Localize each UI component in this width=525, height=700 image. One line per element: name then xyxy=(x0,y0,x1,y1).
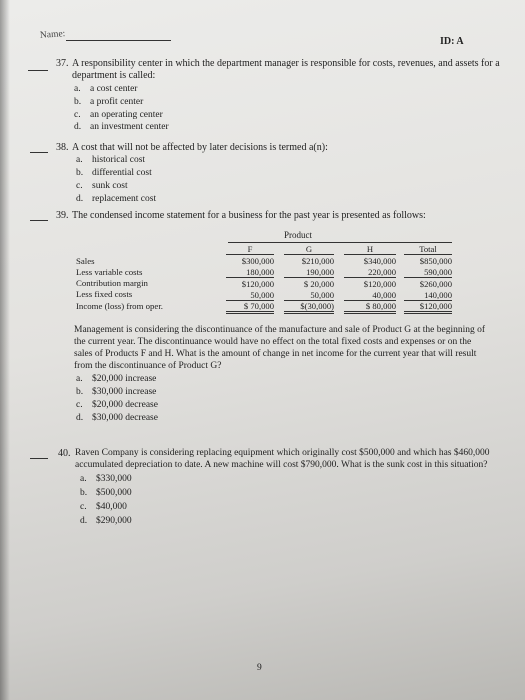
cell: $300,000 xyxy=(241,256,274,266)
q38-option-letter: b. xyxy=(76,168,84,178)
q39-number: 39. xyxy=(56,210,69,221)
cell: $ 70,000 xyxy=(226,301,274,314)
row-label-fixed-costs: Less fixed costs xyxy=(76,289,133,299)
q40-option-text: $500,000 xyxy=(96,488,132,498)
name-label: Name: xyxy=(39,29,66,41)
row-label-contribution-margin: Contribution margin xyxy=(76,278,148,288)
cell: 50,000 xyxy=(284,290,334,301)
row-label-income: Income (loss) from oper. xyxy=(76,301,163,311)
q39-paragraph-line4: from the discontinuance of Product G? xyxy=(74,361,222,371)
q39-stem-line1: The condensed income statement for a business for the past year is presented as follows: xyxy=(72,210,426,221)
q40-option-letter: d. xyxy=(80,516,88,526)
q40-option-letter: c. xyxy=(80,502,87,512)
q39-paragraph-line1: Management is considering the discontinuance of the manufacture and sale of Product G at the beginning of xyxy=(74,325,486,335)
cell: $120,000 xyxy=(363,279,396,289)
q40-option-text: $40,000 xyxy=(96,502,127,512)
q38-option-text: replacement cost xyxy=(92,194,157,204)
q39-option-text: $20,000 decrease xyxy=(92,400,158,410)
answer-blank-40 xyxy=(30,458,48,459)
q37-option-letter: b. xyxy=(74,97,82,107)
q38-stem-line1: A cost that will not be affected by later decisions is termed a(n): xyxy=(72,142,328,153)
q37-option-letter: c. xyxy=(74,110,81,120)
q38-option-text: differential cost xyxy=(92,168,152,178)
cell: $ 80,000 xyxy=(344,301,396,314)
q39-option-letter: c. xyxy=(76,400,83,410)
q37-option-text: a cost center xyxy=(90,84,138,94)
cell: $850,000 xyxy=(419,256,452,266)
row-label-variable-costs: Less variable costs xyxy=(76,267,143,277)
cell: 140,000 xyxy=(404,290,452,301)
q40-stem-line1: Raven Company is considering replacing equipment which originally cost $500,000 and which has $460,000 xyxy=(75,448,490,458)
q38-option-text: historical cost xyxy=(92,155,146,165)
id-label: ID: A xyxy=(440,36,464,47)
table-group-header: Product xyxy=(284,230,312,240)
q39-paragraph-line3: sales of Products F and H. What is the amount of change in net income for the current year that will result xyxy=(74,349,477,359)
col-header-f: F xyxy=(226,244,274,255)
col-header-h: H xyxy=(344,244,396,255)
table-header-rule xyxy=(228,242,452,243)
q37-option-letter: d. xyxy=(74,122,82,132)
q37-stem-line1: A responsibility center in which the department manager is responsible for costs, revenues, and assets for a xyxy=(72,58,500,69)
page-edge-shadow xyxy=(0,0,10,700)
q38-option-letter: d. xyxy=(76,194,84,204)
q40-number: 40. xyxy=(58,448,71,459)
cell: $ 20,000 xyxy=(303,279,334,289)
q40-stem-line2: accumulated depreciation to date. A new machine will cost $790,000. What is the sunk cost in this situation? xyxy=(75,460,488,470)
cell: $260,000 xyxy=(419,279,452,289)
cell: 50,000 xyxy=(226,290,274,301)
q39-option-text: $30,000 increase xyxy=(92,387,157,397)
name-blank-line xyxy=(66,40,171,41)
answer-blank-38 xyxy=(30,152,48,153)
q39-option-letter: d. xyxy=(76,413,84,423)
q39-option-text: $20,000 increase xyxy=(92,374,157,384)
page-number: 9 xyxy=(257,663,262,673)
cell: $(30,000) xyxy=(284,301,334,314)
q37-option-text: an investment center xyxy=(90,122,169,132)
q40-option-text: $330,000 xyxy=(96,474,132,484)
q40-option-text: $290,000 xyxy=(96,516,132,526)
cell: 40,000 xyxy=(344,290,396,301)
q37-option-text: an operating center xyxy=(90,110,163,120)
cell: 180,000 xyxy=(226,267,274,278)
cell: $210,000 xyxy=(301,256,334,266)
q39-option-text: $30,000 decrease xyxy=(92,413,158,423)
answer-blank-37 xyxy=(28,70,48,71)
q38-option-letter: a. xyxy=(76,155,83,165)
cell: $120,000 xyxy=(241,279,274,289)
answer-blank-39 xyxy=(30,220,48,221)
col-header-total: Total xyxy=(404,244,452,255)
cell: $120,000 xyxy=(404,301,452,314)
col-header-g: G xyxy=(284,244,334,255)
q37-option-text: a profit center xyxy=(90,97,144,107)
cell: 590,000 xyxy=(404,267,452,278)
q37-number: 37. xyxy=(56,58,69,69)
q39-paragraph-line2: the current year. The discontinuance would have no effect on the total fixed costs and expenses or on the xyxy=(74,337,472,347)
cell: $340,000 xyxy=(363,256,396,266)
cell: 190,000 xyxy=(284,267,334,278)
q38-number: 38. xyxy=(56,142,69,153)
q40-option-letter: b. xyxy=(80,488,88,498)
q39-option-letter: a. xyxy=(76,374,83,384)
q38-option-text: sunk cost xyxy=(92,181,128,191)
q39-option-letter: b. xyxy=(76,387,84,397)
q38-option-letter: c. xyxy=(76,181,83,191)
q37-option-letter: a. xyxy=(74,84,81,94)
q37-stem-line2: department is called: xyxy=(72,70,156,81)
row-label-sales: Sales xyxy=(76,256,95,266)
cell: 220,000 xyxy=(344,267,396,278)
q40-option-letter: a. xyxy=(80,474,87,484)
